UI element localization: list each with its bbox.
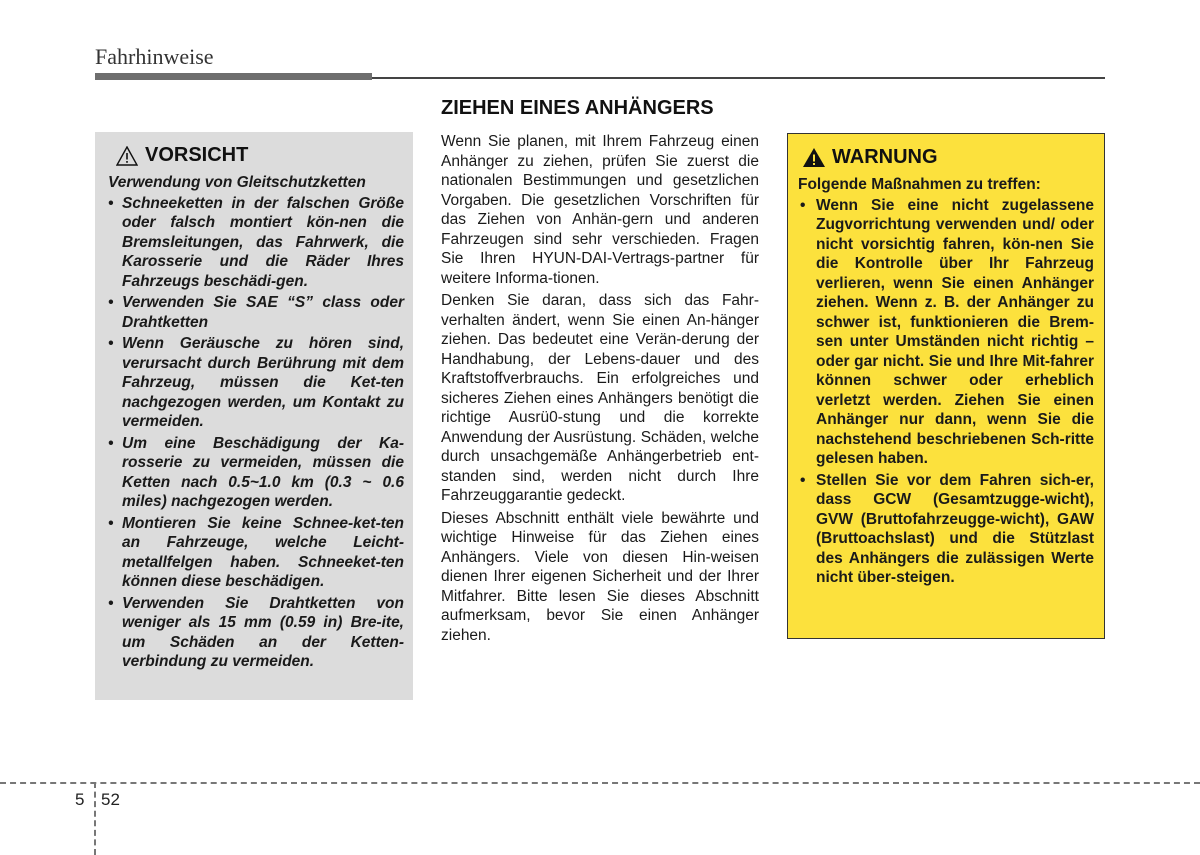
header-rule-thick <box>95 73 372 80</box>
caution-item: • Schneeketten in der falschen Größe oder falsch montiert kön-nen die Bremsleitungen, das Fahrwerk, die Karosserie und die Räder Ihres Fahrzeugs beschädi-gen. <box>108 194 404 292</box>
warning-box <box>787 133 1105 639</box>
warning-list <box>798 196 1094 588</box>
chapter-number: 5 <box>75 790 85 809</box>
caution-item: • Verwenden Sie Drahtketten von weniger als 15 mm (0.59 in) Bre-ite, um Schäden an der Ketten-verbindung zu vermeiden. <box>108 594 404 672</box>
caution-item: • Verwenden Sie SAE “S” class oder Drahtketten <box>108 293 404 332</box>
caution-title: VORSICHT <box>145 144 249 166</box>
warning-subtitle: Folgende Maßnahmen zu treffen: <box>798 176 1041 193</box>
caution-item: • Wenn Geräusche zu hören sind, verursacht durch Berührung mit dem Fahrzeug, müssen die Ket-ten nachgezogen werden, um Kontakt zu vermeiden. <box>108 334 404 432</box>
caution-list <box>108 194 404 672</box>
footer-divider <box>0 782 1200 784</box>
page-header-title: Fahrhinweise <box>95 44 214 69</box>
warning-item: • Wenn Sie eine nicht zugelassene Zugvorrichtung verwenden und/ oder nicht vorsichtig fahren, kön-nen Sie die Kontrolle über Ihr Fahrzeug verlieren, wenn Sie einen Anhänger ziehen. Wenn z. B. der Anhänger zu schwer ist, funktionieren die Brem-sen unter Umständen nicht richtig – oder gar nicht. Sie und Ihre Mit-fahrer können schwer oder erheblich verletzt werden. Ziehen Sie einen Anhänger nur dann, wenn Sie die nachstehend beschriebenen Sch-ritte gelesen haben. <box>798 196 1094 469</box>
footer-vertical-divider <box>94 782 96 855</box>
caution-box <box>95 132 413 700</box>
warning-item: • Stellen Sie vor dem Fahren sich-er, dass GCW (Gesamtzugge-wicht), GVW (Bruttofahrzeugge-wicht), GAW (Bruttoachslast) und die Stützlast des Anhängers die zulässigen Werte nicht über-steigen. <box>798 471 1094 588</box>
page-number: 52 <box>101 790 120 809</box>
body-paragraph: Dieses Abschnitt enthält viele bewährte und wichtige Hinweise für das Ziehen eines Anhängers. Viele von diesen Hin-weisen dienen Ihrer eigenen Sicherheit und der Ihrer Mitfahrer. Bitte lesen Sie dieses Abschnitt aufmerksam, bevor Sie einen Anhänger ziehen. <box>441 509 759 644</box>
warning-header <box>802 146 1094 169</box>
warning-triangle-filled-icon <box>802 147 826 168</box>
caution-item: • Um eine Beschädigung der Ka-rosserie zu vermeiden, müssen die Ketten nach 0.5~1.0 km (0.3 ~ 0.6 miles) nachgezogen werden. <box>108 434 404 512</box>
warning-triangle-outline-icon <box>116 146 138 166</box>
body-text-column <box>441 132 759 648</box>
caution-subtitle: Verwendung von Gleitschutzketten <box>108 174 366 191</box>
body-paragraph: Denken Sie daran, dass sich das Fahr-verhalten ändert, wenn Sie einen An-hänger ziehen. Das bedeutet eine Verän-derung der Handhabung, der Lebens-dauer und des Kraftstoffverbrauchs. Ein erfolgreiches und sicheres Ziehen eines Anhängers benötigt die richtige Ausrü0-stung und die korrekte Anwendung der Ausrüstung. Schäden, welche durch unsachgemäße Anhängerbetrieb ent-standen sind, werden nicht durch Ihre Fahrzeuggarantie gedeckt. <box>441 292 759 504</box>
header-rule-thin <box>372 77 1105 79</box>
caution-header <box>116 144 404 167</box>
section-title: ZIEHEN EINES ANHÄNGERS <box>441 97 714 119</box>
caution-item: • Montieren Sie keine Schnee-ket-ten an Fahrzeuge, welche Leicht-metallfelgen haben. Schneeket-ten können diese beschädigen. <box>108 514 404 592</box>
warning-title: WARNUNG <box>832 146 938 168</box>
body-paragraph: Wenn Sie planen, mit Ihrem Fahrzeug einen Anhänger zu ziehen, prüfen Sie zuerst die nationalen Bestimmungen und gesetzlichen Vorgaben. Die gesetzlichen Vorschriften für das Ziehen von Anhän-gern und anderen Fahrzeugen sind sehr verschieden. Fragen Sie Ihren HYUN-DAI-Vertrags-partner für weitere Informa-tionen. <box>441 133 759 287</box>
